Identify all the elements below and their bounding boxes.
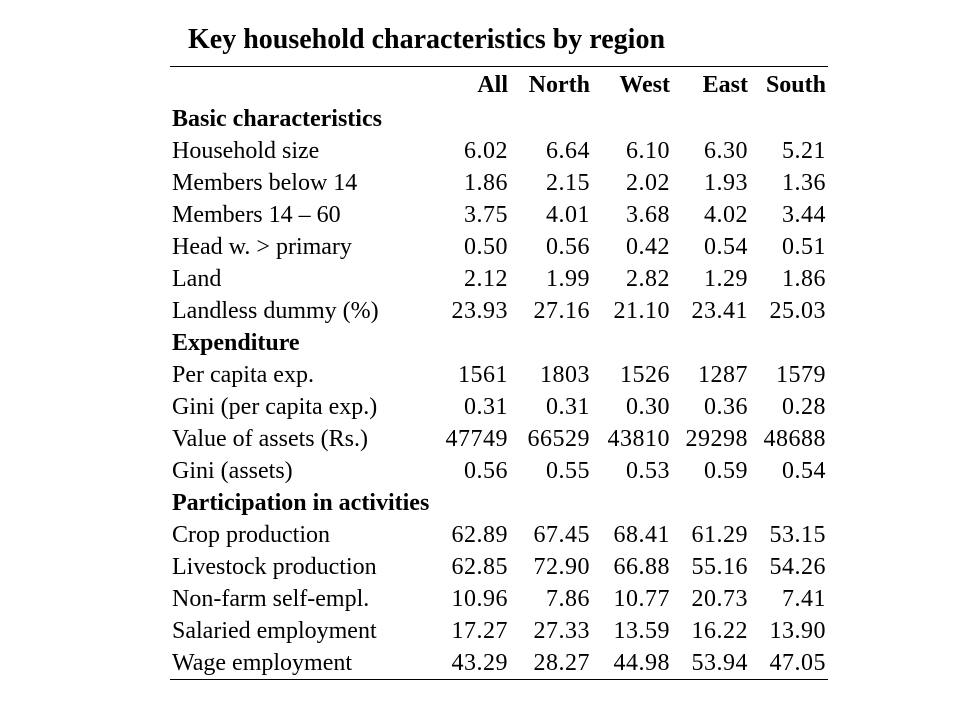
cell-north: 27.33 <box>533 618 590 644</box>
cell-west: 0.53 <box>626 458 670 484</box>
cell-north: 66529 <box>527 426 590 452</box>
cell-west: 2.82 <box>626 266 670 292</box>
cell-south: 54.26 <box>769 554 826 580</box>
table-row <box>170 135 828 167</box>
section-heading-row <box>170 327 828 359</box>
cell-west: 2.02 <box>626 170 670 196</box>
table-row <box>170 455 828 487</box>
row-label: Members below 14 <box>172 170 358 196</box>
header-south: South <box>765 72 826 98</box>
cell-all: 0.56 <box>464 458 508 484</box>
cell-south: 47.05 <box>769 650 826 676</box>
cell-east: 29298 <box>685 426 748 452</box>
table-row <box>170 359 828 391</box>
table-row <box>170 199 828 231</box>
cell-all: 23.93 <box>451 298 508 324</box>
table-row <box>170 583 828 615</box>
cell-east: 0.59 <box>704 458 748 484</box>
row-label: Gini (per capita exp.) <box>172 394 378 420</box>
table-row <box>170 295 828 327</box>
cell-all: 43.29 <box>451 650 508 676</box>
cell-north: 2.15 <box>546 170 590 196</box>
header-north: North <box>528 72 590 98</box>
row-label: Gini (assets) <box>172 458 293 484</box>
cell-north: 27.16 <box>533 298 590 324</box>
cell-west: 6.10 <box>626 138 670 164</box>
row-label: Crop production <box>172 522 330 548</box>
cell-west: 1526 <box>620 362 670 388</box>
section-heading: Basic characteristics <box>172 106 382 132</box>
cell-east: 4.02 <box>704 202 748 228</box>
cell-all: 10.96 <box>451 586 508 612</box>
row-label: Land <box>172 266 222 292</box>
row-label: Per capita exp. <box>172 362 314 388</box>
table-row <box>170 391 828 423</box>
cell-east: 16.22 <box>691 618 748 644</box>
table-row <box>170 551 828 583</box>
cell-north: 0.31 <box>546 394 590 420</box>
table-header-row <box>170 67 828 103</box>
table-row <box>170 519 828 551</box>
cell-all: 47749 <box>445 426 508 452</box>
cell-east: 1287 <box>698 362 748 388</box>
row-label: Head w. > primary <box>172 234 352 260</box>
cell-south: 1.36 <box>782 170 826 196</box>
cell-east: 53.94 <box>691 650 748 676</box>
table-body <box>170 103 828 679</box>
table-row <box>170 423 828 455</box>
cell-all: 6.02 <box>464 138 508 164</box>
table-row <box>170 231 828 263</box>
row-label: Non-farm self-empl. <box>172 586 370 612</box>
cell-all: 2.12 <box>464 266 508 292</box>
cell-all: 62.85 <box>451 554 508 580</box>
table-row <box>170 615 828 647</box>
cell-west: 43810 <box>607 426 670 452</box>
cell-south: 25.03 <box>769 298 826 324</box>
cell-all: 1.86 <box>464 170 508 196</box>
cell-north: 72.90 <box>533 554 590 580</box>
cell-all: 1561 <box>458 362 508 388</box>
row-label: Value of assets (Rs.) <box>172 426 368 452</box>
cell-south: 48688 <box>763 426 826 452</box>
cell-south: 0.54 <box>782 458 826 484</box>
cell-east: 23.41 <box>691 298 748 324</box>
section-heading: Participation in activities <box>172 490 430 516</box>
cell-south: 7.41 <box>782 586 826 612</box>
cell-north: 4.01 <box>546 202 590 228</box>
cell-all: 3.75 <box>464 202 508 228</box>
cell-west: 44.98 <box>613 650 670 676</box>
household-characteristics-table <box>170 67 828 679</box>
header-east: East <box>702 72 748 98</box>
cell-west: 66.88 <box>613 554 670 580</box>
section-heading-row <box>170 103 828 135</box>
cell-west: 13.59 <box>613 618 670 644</box>
cell-north: 28.27 <box>533 650 590 676</box>
cell-all: 62.89 <box>451 522 508 548</box>
cell-west: 0.30 <box>626 394 670 420</box>
cell-north: 67.45 <box>533 522 590 548</box>
cell-south: 0.28 <box>782 394 826 420</box>
row-label: Salaried employment <box>172 618 377 644</box>
cell-east: 1.93 <box>704 170 748 196</box>
row-label: Household size <box>172 138 320 164</box>
cell-south: 1.86 <box>782 266 826 292</box>
household-table-container <box>170 66 828 680</box>
row-label: Livestock production <box>172 554 377 580</box>
cell-north: 0.55 <box>546 458 590 484</box>
section-heading: Expenditure <box>172 330 300 356</box>
cell-all: 0.50 <box>464 234 508 260</box>
cell-west: 0.42 <box>626 234 670 260</box>
row-label: Wage employment <box>172 650 353 676</box>
row-label: Landless dummy (%) <box>172 298 379 324</box>
cell-south: 3.44 <box>782 202 826 228</box>
row-label: Members 14 – 60 <box>172 202 341 228</box>
cell-north: 7.86 <box>546 586 590 612</box>
table-row <box>170 647 828 679</box>
cell-all: 0.31 <box>464 394 508 420</box>
header-all: All <box>477 72 508 98</box>
header-west: West <box>619 72 670 98</box>
header-label-spacer <box>170 67 432 103</box>
cell-east: 0.54 <box>704 234 748 260</box>
cell-south: 5.21 <box>782 138 826 164</box>
cell-east: 1.29 <box>704 266 748 292</box>
section-heading-row <box>170 487 828 519</box>
cell-north: 6.64 <box>546 138 590 164</box>
cell-north: 1.99 <box>546 266 590 292</box>
cell-east: 61.29 <box>691 522 748 548</box>
cell-south: 13.90 <box>769 618 826 644</box>
cell-east: 55.16 <box>691 554 748 580</box>
cell-south: 53.15 <box>769 522 826 548</box>
cell-north: 1803 <box>540 362 590 388</box>
cell-north: 0.56 <box>546 234 590 260</box>
table-row <box>170 167 828 199</box>
cell-south: 0.51 <box>782 234 826 260</box>
cell-south: 1579 <box>776 362 826 388</box>
cell-west: 68.41 <box>613 522 670 548</box>
slide-title: Key household characteristics by region <box>188 24 666 55</box>
cell-west: 10.77 <box>613 586 670 612</box>
cell-east: 6.30 <box>704 138 748 164</box>
cell-west: 3.68 <box>626 202 670 228</box>
cell-west: 21.10 <box>613 298 670 324</box>
cell-east: 20.73 <box>691 586 748 612</box>
cell-east: 0.36 <box>704 394 748 420</box>
cell-all: 17.27 <box>451 618 508 644</box>
table-row <box>170 263 828 295</box>
table-bottom-rule <box>170 679 828 680</box>
